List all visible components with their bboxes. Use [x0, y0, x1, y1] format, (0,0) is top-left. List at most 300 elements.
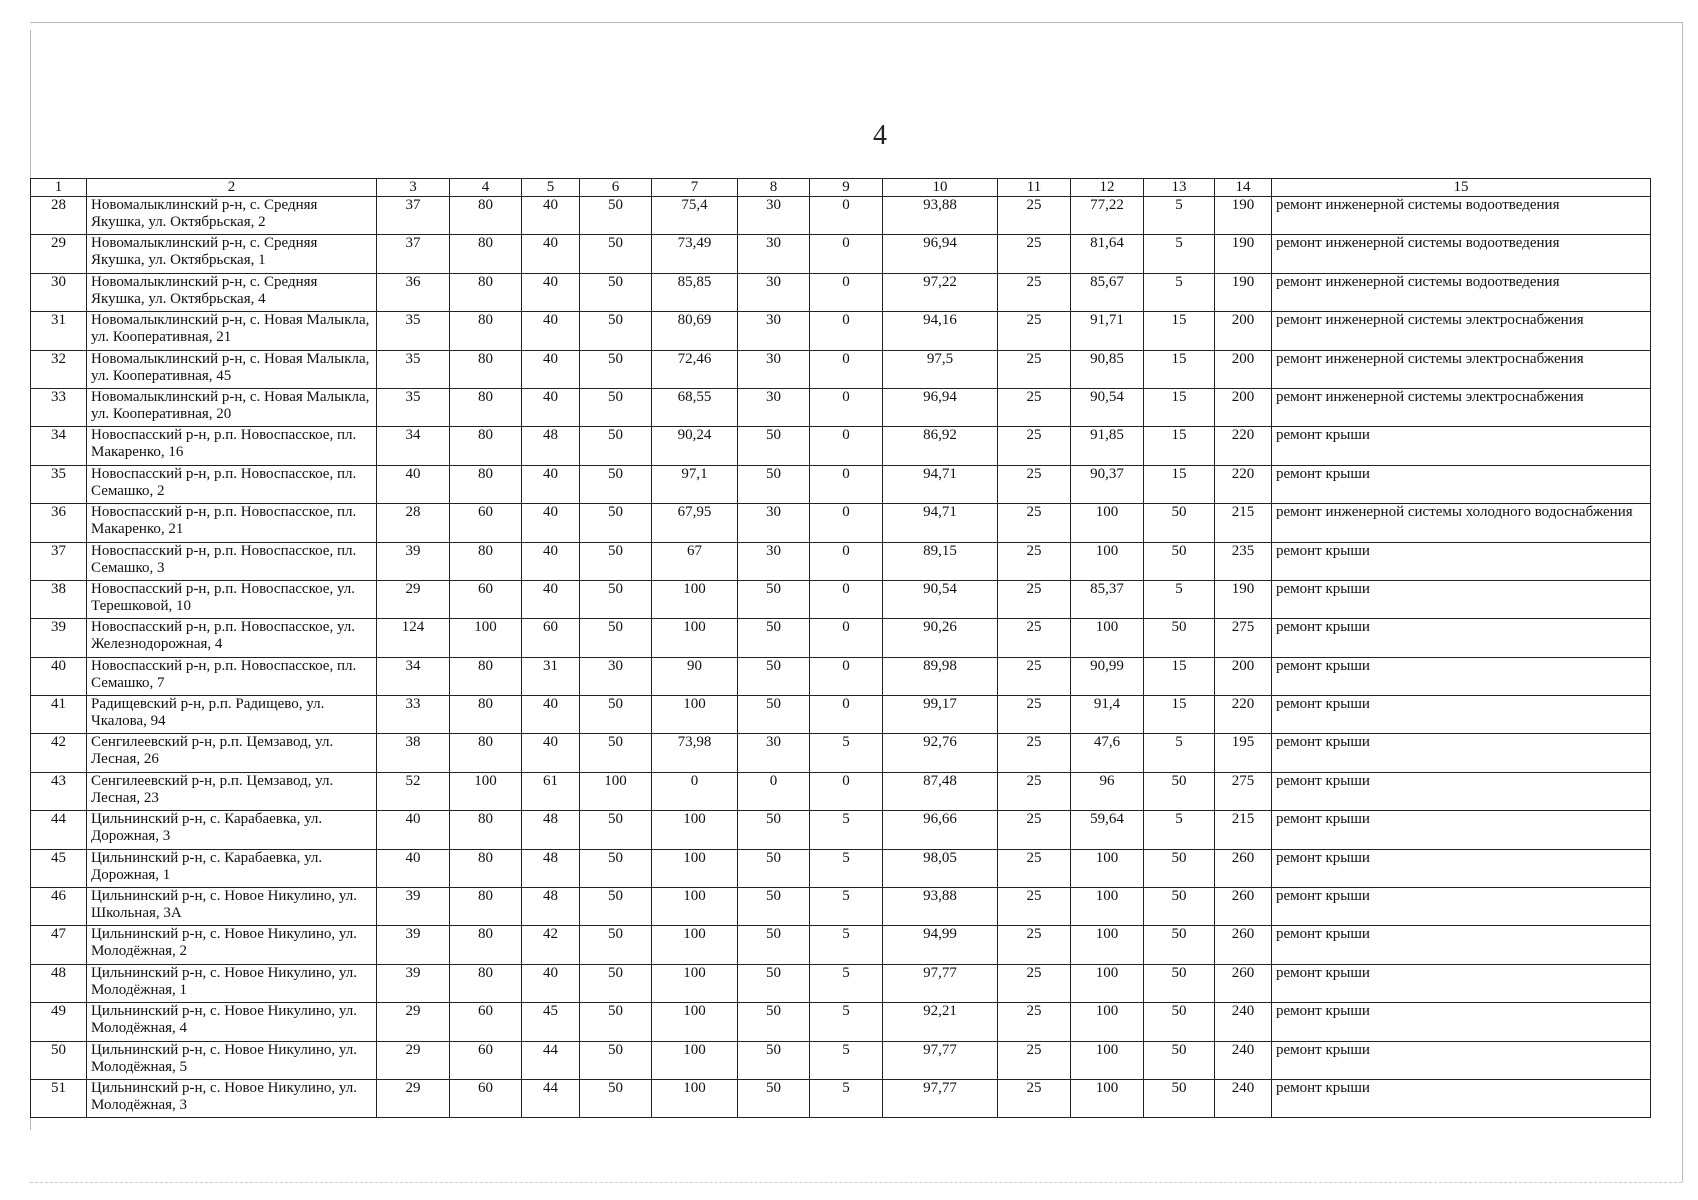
cell-col-7: 85,85 [652, 273, 738, 311]
cell-col-13: 15 [1144, 427, 1215, 465]
cell-col-4: 80 [450, 388, 522, 426]
work-type-cell: ремонт крыши [1272, 1041, 1651, 1079]
cell-col-3: 34 [377, 427, 450, 465]
table-body [31, 197, 1651, 1118]
cell-col-10: 92,21 [883, 1003, 998, 1041]
cell-col-9: 5 [810, 1041, 883, 1079]
cell-col-12: 100 [1071, 849, 1144, 887]
cell-col-13: 5 [1144, 197, 1215, 235]
cell-col-7: 100 [652, 1003, 738, 1041]
cell-col-13: 50 [1144, 772, 1215, 810]
address-cell: Новоспасский р-н, р.п. Новоспасское, пл. Макаренко, 16 [87, 427, 377, 465]
cell-col-6: 50 [580, 1003, 652, 1041]
column-header-4: 4 [450, 179, 522, 197]
cell-col-4: 60 [450, 1079, 522, 1117]
cell-col-3: 29 [377, 580, 450, 618]
cell-col-3: 33 [377, 696, 450, 734]
row-number-cell: 44 [31, 811, 87, 849]
cell-col-9: 5 [810, 926, 883, 964]
cell-col-6: 50 [580, 619, 652, 657]
cell-col-12: 85,67 [1071, 273, 1144, 311]
table-header [31, 179, 1651, 197]
cell-col-3: 39 [377, 542, 450, 580]
cell-col-13: 5 [1144, 235, 1215, 273]
address-cell: Новомалыклинский р-н, с. Средняя Якушка, ул. Октябрьская, 2 [87, 197, 377, 235]
column-header-2: 2 [87, 179, 377, 197]
cell-col-4: 80 [450, 811, 522, 849]
cell-col-14: 275 [1215, 772, 1272, 810]
cell-col-7: 97,1 [652, 465, 738, 503]
cell-col-14: 190 [1215, 580, 1272, 618]
cell-col-4: 80 [450, 235, 522, 273]
work-type-cell: ремонт инженерной системы электроснабжения [1272, 388, 1651, 426]
cell-col-13: 50 [1144, 964, 1215, 1002]
cell-col-8: 50 [738, 696, 810, 734]
address-cell: Новомалыклинский р-н, с. Новая Малыкла, ул. Кооперативная, 21 [87, 312, 377, 350]
cell-col-11: 25 [998, 734, 1071, 772]
column-header-12: 12 [1071, 179, 1144, 197]
cell-col-9: 0 [810, 312, 883, 350]
cell-col-3: 34 [377, 657, 450, 695]
cell-col-14: 260 [1215, 888, 1272, 926]
cell-col-7: 100 [652, 619, 738, 657]
column-header-8: 8 [738, 179, 810, 197]
cell-col-4: 80 [450, 926, 522, 964]
cell-col-14: 195 [1215, 734, 1272, 772]
cell-col-3: 37 [377, 235, 450, 273]
cell-col-5: 48 [522, 811, 580, 849]
cell-col-13: 15 [1144, 657, 1215, 695]
cell-col-3: 29 [377, 1079, 450, 1117]
cell-col-10: 96,66 [883, 811, 998, 849]
cell-col-10: 93,88 [883, 888, 998, 926]
cell-col-11: 25 [998, 849, 1071, 887]
address-cell: Цильнинский р-н, с. Новое Никулино, ул. Молодёжная, 4 [87, 1003, 377, 1041]
address-cell: Новомалыклинский р-н, с. Средняя Якушка, ул. Октябрьская, 4 [87, 273, 377, 311]
column-header-15: 15 [1272, 179, 1651, 197]
work-type-cell: ремонт крыши [1272, 888, 1651, 926]
cell-col-12: 100 [1071, 619, 1144, 657]
cell-col-14: 190 [1215, 197, 1272, 235]
table-row [31, 888, 1651, 926]
row-number-cell: 48 [31, 964, 87, 1002]
work-type-cell: ремонт крыши [1272, 542, 1651, 580]
work-type-cell: ремонт крыши [1272, 427, 1651, 465]
cell-col-5: 40 [522, 964, 580, 1002]
cell-col-14: 215 [1215, 504, 1272, 542]
address-cell: Сенгилеевский р-н, р.п. Цемзавод, ул. Лесная, 26 [87, 734, 377, 772]
cell-col-3: 35 [377, 312, 450, 350]
cell-col-4: 80 [450, 542, 522, 580]
cell-col-12: 47,6 [1071, 734, 1144, 772]
address-cell: Новоспасский р-н, р.п. Новоспасское, пл. Семашко, 7 [87, 657, 377, 695]
cell-col-12: 90,54 [1071, 388, 1144, 426]
cell-col-10: 89,98 [883, 657, 998, 695]
cell-col-6: 50 [580, 849, 652, 887]
cell-col-9: 5 [810, 1003, 883, 1041]
cell-col-7: 100 [652, 964, 738, 1002]
cell-col-7: 100 [652, 580, 738, 618]
cell-col-11: 25 [998, 1003, 1071, 1041]
table-row [31, 273, 1651, 311]
address-cell: Новоспасский р-н, р.п. Новоспасское, ул. Железнодорожная, 4 [87, 619, 377, 657]
cell-col-5: 44 [522, 1041, 580, 1079]
cell-col-11: 25 [998, 312, 1071, 350]
cell-col-4: 80 [450, 734, 522, 772]
row-number-cell: 29 [31, 235, 87, 273]
table-row [31, 1079, 1651, 1117]
table-row [31, 350, 1651, 388]
row-number-cell: 50 [31, 1041, 87, 1079]
work-type-cell: ремонт инженерной системы водоотведения [1272, 235, 1651, 273]
cell-col-8: 30 [738, 273, 810, 311]
row-number-cell: 39 [31, 619, 87, 657]
cell-col-13: 50 [1144, 926, 1215, 964]
cell-col-4: 60 [450, 580, 522, 618]
cell-col-12: 96 [1071, 772, 1144, 810]
cell-col-6: 50 [580, 811, 652, 849]
cell-col-14: 220 [1215, 465, 1272, 503]
cell-col-8: 30 [738, 388, 810, 426]
cell-col-14: 240 [1215, 1079, 1272, 1117]
cell-col-6: 50 [580, 926, 652, 964]
cell-col-11: 25 [998, 772, 1071, 810]
cell-col-7: 100 [652, 1079, 738, 1117]
cell-col-5: 40 [522, 542, 580, 580]
cell-col-11: 25 [998, 273, 1071, 311]
table-row [31, 619, 1651, 657]
cell-col-12: 100 [1071, 888, 1144, 926]
cell-col-9: 0 [810, 350, 883, 388]
cell-col-4: 80 [450, 657, 522, 695]
cell-col-14: 215 [1215, 811, 1272, 849]
table-row [31, 427, 1651, 465]
column-header-13: 13 [1144, 179, 1215, 197]
cell-col-8: 50 [738, 657, 810, 695]
cell-col-12: 81,64 [1071, 235, 1144, 273]
cell-col-10: 98,05 [883, 849, 998, 887]
cell-col-5: 44 [522, 1079, 580, 1117]
cell-col-8: 30 [738, 542, 810, 580]
work-type-cell: ремонт крыши [1272, 696, 1651, 734]
work-type-cell: ремонт крыши [1272, 772, 1651, 810]
address-cell: Новоспасский р-н, р.п. Новоспасское, ул. Терешковой, 10 [87, 580, 377, 618]
cell-col-7: 73,49 [652, 235, 738, 273]
cell-col-13: 50 [1144, 1003, 1215, 1041]
work-type-cell: ремонт крыши [1272, 811, 1651, 849]
table-row [31, 772, 1651, 810]
address-cell: Новомалыклинский р-н, с. Средняя Якушка, ул. Октябрьская, 1 [87, 235, 377, 273]
work-type-cell: ремонт крыши [1272, 657, 1651, 695]
cell-col-12: 100 [1071, 1003, 1144, 1041]
cell-col-12: 77,22 [1071, 197, 1144, 235]
table-row [31, 388, 1651, 426]
cell-col-13: 50 [1144, 849, 1215, 887]
cell-col-11: 25 [998, 964, 1071, 1002]
cell-col-5: 48 [522, 427, 580, 465]
row-number-cell: 38 [31, 580, 87, 618]
row-number-cell: 30 [31, 273, 87, 311]
cell-col-10: 93,88 [883, 197, 998, 235]
cell-col-13: 15 [1144, 465, 1215, 503]
row-number-cell: 31 [31, 312, 87, 350]
work-type-cell: ремонт инженерной системы водоотведения [1272, 197, 1651, 235]
row-number-cell: 45 [31, 849, 87, 887]
cell-col-9: 5 [810, 888, 883, 926]
cell-col-8: 50 [738, 427, 810, 465]
cell-col-9: 0 [810, 696, 883, 734]
cell-col-14: 260 [1215, 849, 1272, 887]
cell-col-11: 25 [998, 388, 1071, 426]
cell-col-6: 50 [580, 888, 652, 926]
cell-col-4: 80 [450, 964, 522, 1002]
table-row [31, 734, 1651, 772]
cell-col-7: 67,95 [652, 504, 738, 542]
cell-col-10: 97,77 [883, 1079, 998, 1117]
cell-col-5: 40 [522, 350, 580, 388]
cell-col-10: 86,92 [883, 427, 998, 465]
address-cell: Новоспасский р-н, р.п. Новоспасское, пл. Семашко, 3 [87, 542, 377, 580]
cell-col-6: 50 [580, 696, 652, 734]
cell-col-3: 37 [377, 197, 450, 235]
cell-col-12: 59,64 [1071, 811, 1144, 849]
cell-col-9: 5 [810, 1079, 883, 1117]
cell-col-11: 25 [998, 619, 1071, 657]
cell-col-6: 50 [580, 350, 652, 388]
cell-col-9: 0 [810, 197, 883, 235]
cell-col-3: 35 [377, 350, 450, 388]
address-cell: Цильнинский р-н, с. Новое Никулино, ул. Молодёжная, 5 [87, 1041, 377, 1079]
table-row [31, 926, 1651, 964]
cell-col-8: 50 [738, 580, 810, 618]
cell-col-3: 28 [377, 504, 450, 542]
cell-col-9: 5 [810, 811, 883, 849]
cell-col-9: 0 [810, 542, 883, 580]
cell-col-10: 94,99 [883, 926, 998, 964]
cell-col-4: 60 [450, 504, 522, 542]
cell-col-13: 50 [1144, 542, 1215, 580]
cell-col-14: 235 [1215, 542, 1272, 580]
cell-col-4: 80 [450, 696, 522, 734]
cell-col-5: 40 [522, 696, 580, 734]
cell-col-6: 50 [580, 580, 652, 618]
cell-col-6: 50 [580, 427, 652, 465]
cell-col-5: 61 [522, 772, 580, 810]
work-type-cell: ремонт крыши [1272, 619, 1651, 657]
row-number-cell: 33 [31, 388, 87, 426]
cell-col-6: 50 [580, 734, 652, 772]
cell-col-11: 25 [998, 657, 1071, 695]
cell-col-5: 40 [522, 388, 580, 426]
address-cell: Цильнинский р-н, с. Карабаевка, ул. Дорожная, 3 [87, 811, 377, 849]
work-type-cell: ремонт инженерной системы водоотведения [1272, 273, 1651, 311]
address-cell: Новомалыклинский р-н, с. Новая Малыкла, ул. Кооперативная, 20 [87, 388, 377, 426]
cell-col-11: 25 [998, 350, 1071, 388]
row-number-cell: 36 [31, 504, 87, 542]
cell-col-12: 100 [1071, 1079, 1144, 1117]
work-type-cell: ремонт крыши [1272, 1079, 1651, 1117]
cell-col-13: 15 [1144, 350, 1215, 388]
table-row [31, 312, 1651, 350]
table-row [31, 811, 1651, 849]
cell-col-6: 50 [580, 197, 652, 235]
cell-col-9: 0 [810, 465, 883, 503]
row-number-cell: 51 [31, 1079, 87, 1117]
cell-col-10: 99,17 [883, 696, 998, 734]
cell-col-7: 67 [652, 542, 738, 580]
cell-col-13: 15 [1144, 696, 1215, 734]
cell-col-6: 100 [580, 772, 652, 810]
cell-col-13: 50 [1144, 1079, 1215, 1117]
cell-col-9: 5 [810, 849, 883, 887]
cell-col-4: 80 [450, 427, 522, 465]
column-header-5: 5 [522, 179, 580, 197]
page-border-bottom [30, 1182, 1682, 1183]
cell-col-3: 40 [377, 811, 450, 849]
row-number-cell: 37 [31, 542, 87, 580]
cell-col-9: 0 [810, 388, 883, 426]
cell-col-3: 39 [377, 888, 450, 926]
cell-col-9: 5 [810, 734, 883, 772]
cell-col-12: 100 [1071, 926, 1144, 964]
cell-col-10: 90,54 [883, 580, 998, 618]
cell-col-12: 85,37 [1071, 580, 1144, 618]
row-number-cell: 47 [31, 926, 87, 964]
cell-col-5: 48 [522, 849, 580, 887]
cell-col-3: 40 [377, 465, 450, 503]
cell-col-10: 94,16 [883, 312, 998, 350]
cell-col-6: 50 [580, 388, 652, 426]
address-cell: Радищевский р-н, р.п. Радищево, ул. Чкалова, 94 [87, 696, 377, 734]
work-type-cell: ремонт крыши [1272, 849, 1651, 887]
cell-col-3: 52 [377, 772, 450, 810]
page-number: 4 [873, 120, 887, 151]
cell-col-13: 5 [1144, 734, 1215, 772]
cell-col-8: 30 [738, 235, 810, 273]
cell-col-5: 40 [522, 312, 580, 350]
cell-col-8: 50 [738, 964, 810, 1002]
cell-col-8: 50 [738, 619, 810, 657]
column-header-9: 9 [810, 179, 883, 197]
cell-col-14: 200 [1215, 657, 1272, 695]
cell-col-7: 0 [652, 772, 738, 810]
cell-col-7: 90,24 [652, 427, 738, 465]
cell-col-8: 50 [738, 811, 810, 849]
cell-col-5: 40 [522, 197, 580, 235]
cell-col-3: 39 [377, 926, 450, 964]
work-type-cell: ремонт крыши [1272, 1003, 1651, 1041]
address-cell: Цильнинский р-н, с. Новое Никулино, ул. Молодёжная, 1 [87, 964, 377, 1002]
cell-col-3: 29 [377, 1041, 450, 1079]
address-cell: Цильнинский р-н, с. Карабаевка, ул. Дорожная, 1 [87, 849, 377, 887]
cell-col-13: 50 [1144, 1041, 1215, 1079]
work-type-cell: ремонт крыши [1272, 964, 1651, 1002]
cell-col-8: 50 [738, 1003, 810, 1041]
cell-col-10: 96,94 [883, 388, 998, 426]
cell-col-10: 97,77 [883, 1041, 998, 1079]
work-type-cell: ремонт крыши [1272, 734, 1651, 772]
table-row [31, 696, 1651, 734]
cell-col-5: 40 [522, 273, 580, 311]
cell-col-14: 260 [1215, 926, 1272, 964]
row-number-cell: 46 [31, 888, 87, 926]
cell-col-13: 5 [1144, 811, 1215, 849]
cell-col-3: 124 [377, 619, 450, 657]
cell-col-4: 80 [450, 888, 522, 926]
cell-col-11: 25 [998, 811, 1071, 849]
cell-col-10: 97,22 [883, 273, 998, 311]
cell-col-3: 35 [377, 388, 450, 426]
cell-col-8: 30 [738, 504, 810, 542]
cell-col-10: 97,5 [883, 350, 998, 388]
address-cell: Цильнинский р-н, с. Новое Никулино, ул. Молодёжная, 2 [87, 926, 377, 964]
cell-col-8: 0 [738, 772, 810, 810]
table-row [31, 197, 1651, 235]
cell-col-11: 25 [998, 1079, 1071, 1117]
column-header-7: 7 [652, 179, 738, 197]
cell-col-11: 25 [998, 542, 1071, 580]
cell-col-14: 240 [1215, 1003, 1272, 1041]
cell-col-6: 50 [580, 1079, 652, 1117]
cell-col-9: 5 [810, 964, 883, 1002]
header-row [31, 179, 1651, 197]
cell-col-12: 100 [1071, 542, 1144, 580]
cell-col-9: 0 [810, 580, 883, 618]
cell-col-6: 50 [580, 964, 652, 1002]
cell-col-12: 90,85 [1071, 350, 1144, 388]
cell-col-8: 50 [738, 888, 810, 926]
cell-col-8: 30 [738, 734, 810, 772]
cell-col-5: 42 [522, 926, 580, 964]
cell-col-12: 100 [1071, 964, 1144, 1002]
cell-col-8: 50 [738, 1079, 810, 1117]
row-number-cell: 35 [31, 465, 87, 503]
row-number-cell: 28 [31, 197, 87, 235]
cell-col-5: 48 [522, 888, 580, 926]
cell-col-7: 100 [652, 849, 738, 887]
cell-col-10: 97,77 [883, 964, 998, 1002]
cell-col-6: 50 [580, 542, 652, 580]
work-type-cell: ремонт инженерной системы электроснабжения [1272, 350, 1651, 388]
cell-col-7: 100 [652, 888, 738, 926]
work-type-cell: ремонт крыши [1272, 926, 1651, 964]
cell-col-7: 90 [652, 657, 738, 695]
cell-col-13: 15 [1144, 388, 1215, 426]
page-border-right [1682, 22, 1683, 1182]
cell-col-12: 100 [1071, 1041, 1144, 1079]
cell-col-11: 25 [998, 504, 1071, 542]
cell-col-8: 50 [738, 465, 810, 503]
cell-col-8: 30 [738, 350, 810, 388]
cell-col-11: 25 [998, 427, 1071, 465]
cell-col-7: 100 [652, 926, 738, 964]
cell-col-6: 30 [580, 657, 652, 695]
cell-col-12: 91,4 [1071, 696, 1144, 734]
cell-col-5: 60 [522, 619, 580, 657]
table-row [31, 964, 1651, 1002]
address-cell: Новоспасский р-н, р.п. Новоспасское, пл. Семашко, 2 [87, 465, 377, 503]
cell-col-14: 220 [1215, 696, 1272, 734]
cell-col-11: 25 [998, 926, 1071, 964]
cell-col-4: 100 [450, 772, 522, 810]
column-header-1: 1 [31, 179, 87, 197]
data-table [30, 178, 1651, 1118]
column-header-14: 14 [1215, 179, 1272, 197]
row-number-cell: 32 [31, 350, 87, 388]
cell-col-10: 94,71 [883, 504, 998, 542]
table-row [31, 504, 1651, 542]
cell-col-7: 100 [652, 811, 738, 849]
